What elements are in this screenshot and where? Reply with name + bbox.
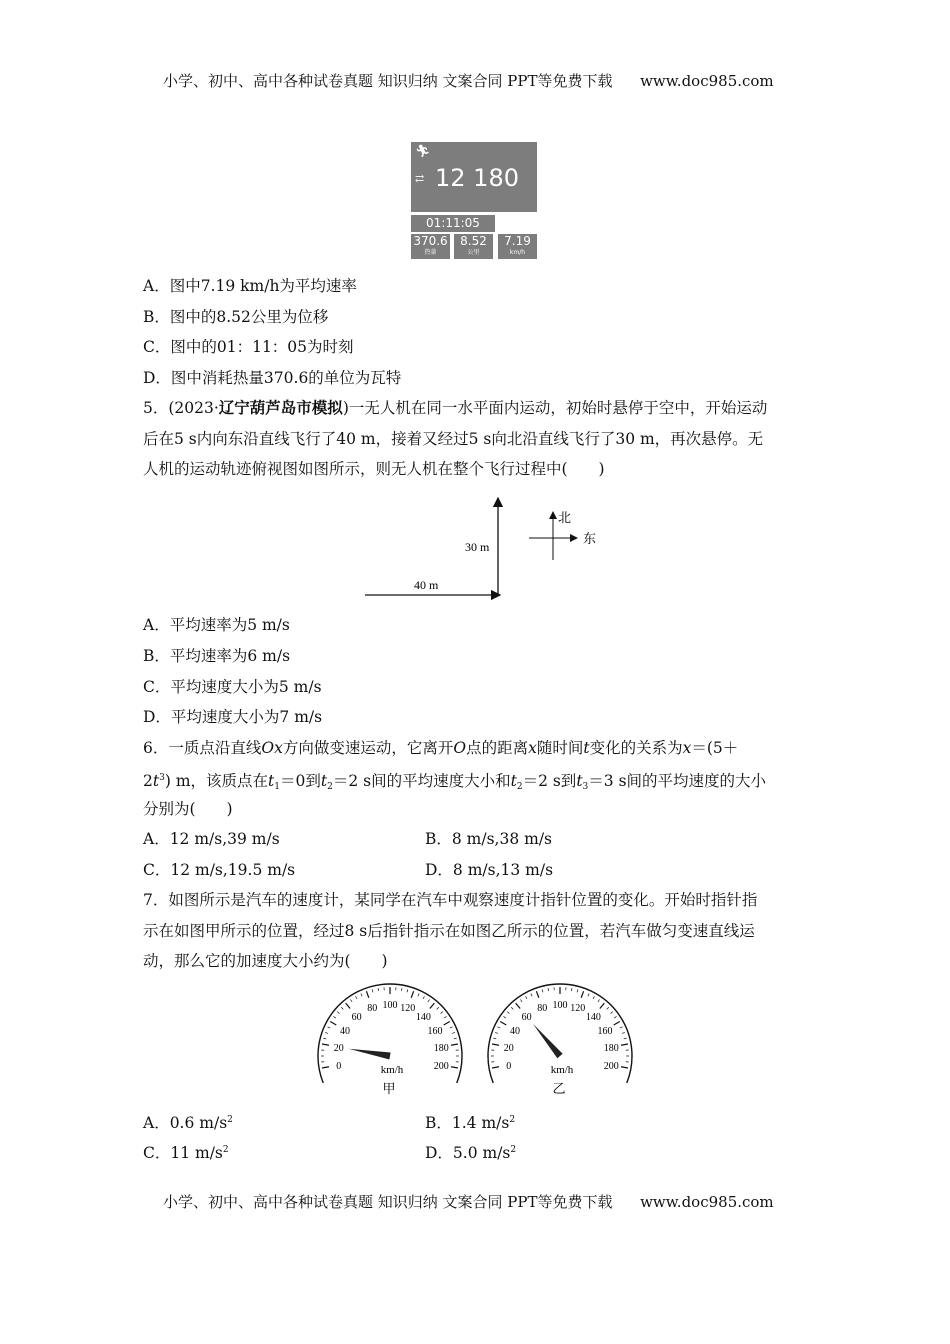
header	[163, 70, 774, 91]
gauge-tick	[492, 1044, 499, 1045]
gauge-tick-label: 200	[603, 1061, 619, 1073]
q5-stem-line1: 5．(2023·辽宁葫芦岛市模拟)一无人机在同一水平面内运动，初始时悬停于空中，开始运动	[143, 398, 768, 417]
step-count: 12 180	[435, 164, 519, 192]
gauge-tick	[428, 999, 430, 1001]
gauge-tick	[577, 989, 578, 992]
gauge-tick-label: 80	[537, 1003, 548, 1015]
q6-stem-line1: 6．一质点沿直线Ox方向做变速运动，它离开O点的距离x随时间t变化的关系为x＝(5＋	[143, 739, 739, 757]
sync-icon: ⇄	[415, 172, 425, 185]
gauge-tick	[450, 1027, 453, 1028]
gauge-tick	[495, 1032, 498, 1033]
q6-option-a: A．12 m/s,39 m/s	[143, 830, 280, 848]
gauge-tick	[500, 1022, 506, 1026]
drone-trajectory-diagram	[355, 490, 615, 600]
q7-option-c: C．11 $m/s^2$	[143, 1144, 229, 1162]
gauge-tick	[493, 1038, 496, 1039]
gauge-tick-label: 40	[339, 1026, 350, 1037]
gauge-tick-label: 160	[427, 1026, 443, 1037]
gauge-tick	[511, 1007, 513, 1009]
gauge-tick	[593, 996, 595, 999]
q6-stem-line3: 分别为( )	[143, 800, 233, 818]
q6-stem-line2: $2t^3$) m，该质点在$t_1=0$到$t_2=2$ s间的平均速度大小和$t_2=2$ s到$t_3=3$ s间的平均速度的大小	[143, 772, 767, 792]
gauge-tick	[492, 1067, 499, 1068]
gauge-b-caption: 乙	[552, 1082, 566, 1097]
running-icon: 🏃︎	[415, 144, 431, 158]
gauge-tick	[407, 989, 408, 992]
gauge-tick	[607, 1007, 609, 1009]
footer-text: 小学、初中、高中各种试卷真题 知识归纳 文案合同 PPT等免费下载	[163, 1193, 613, 1211]
q4-option-a: A．图中7.19 km/h为平均速率	[143, 277, 357, 295]
footer-url[interactable]: www.doc985.com	[640, 1193, 774, 1211]
gauge-tick-label: 120	[400, 1003, 416, 1015]
q5-source: 辽宁葫芦岛市模拟	[218, 398, 343, 417]
gauge-tick	[444, 1022, 450, 1026]
q5-option-b: B．平均速率为6 m/s	[143, 647, 291, 665]
gauge-tick	[526, 996, 528, 999]
q7-stem-line3: 动，那么它的加速度大小约为( )	[143, 952, 388, 970]
gauge-tick-label: 80	[367, 1003, 378, 1015]
q4-option-b: B．图中的8.52公里为位移	[143, 308, 329, 326]
gauge-tick	[611, 1012, 613, 1014]
gauge-tick-label: 0	[336, 1061, 342, 1073]
q7-option-d: D．5.0 $m/s^2$	[425, 1144, 517, 1162]
q5-stem-line3: 人机的运动轨迹俯视图如图所示，则无人机在整个飞行过程中( )	[143, 460, 605, 478]
q4-option-c: C．图中的01：11：05为时刻	[143, 338, 354, 356]
gauge-tick	[497, 1027, 500, 1028]
gauge-tick-label: 60	[351, 1012, 362, 1024]
q6-option-c: C．12 m/s,19.5 m/s	[143, 861, 296, 879]
q7-option-b: B．1.4 $m/s^2$	[425, 1114, 516, 1132]
gauge-tick	[624, 1038, 627, 1039]
gauge-tick-label: 180	[603, 1042, 619, 1054]
speedometer-a	[315, 978, 465, 1098]
gauge-tick	[356, 996, 358, 999]
gauge-tick	[437, 1007, 439, 1009]
gauge-tick	[341, 1007, 343, 1009]
compass-east-label: 东	[583, 532, 597, 547]
gauge-tick-label: 60	[521, 1012, 532, 1024]
header-text: 小学、初中、高中各种试卷真题 知识归纳 文案合同 PPT等免费下载	[163, 72, 613, 90]
q6-option-d: D．8 m/s,13 m/s	[425, 861, 554, 879]
gauge-tick-label: 140	[415, 1012, 431, 1024]
gauge-tick	[622, 1032, 625, 1033]
compass-north-label: 北	[558, 511, 572, 526]
gauge-tick-label: 40	[509, 1026, 520, 1037]
stat-distance: 8.52 公里	[454, 234, 493, 259]
gauge-tick	[361, 993, 362, 996]
gauge-tick	[378, 988, 379, 991]
gauge-tick-label: 20	[333, 1042, 344, 1054]
gauge-tick	[444, 1016, 446, 1018]
gauge-tick	[520, 999, 522, 1001]
gauge-tick	[503, 1016, 505, 1018]
q5-stem-line2: 后在5 s内向东沿直线飞行了40 m，接着又经过5 s向北沿直线飞行了30 m，再次悬停。无	[143, 430, 764, 448]
header-url[interactable]: www.doc985.com	[640, 72, 774, 90]
east-leg-label: 40 m	[414, 578, 439, 592]
gauge-tick	[411, 991, 413, 998]
gauge-tick-label: 20	[503, 1042, 514, 1054]
gauge-tick-label: 100	[552, 1000, 568, 1011]
gauge-tick	[346, 1003, 350, 1008]
gauge-tick	[423, 996, 425, 999]
q5-option-d: D．平均速度大小为7 m/s	[143, 708, 323, 726]
gauge-tick	[571, 988, 572, 991]
gauge-tick	[536, 991, 538, 998]
stat-calories: 370.6 热量	[411, 234, 450, 259]
gauge-tick	[372, 989, 373, 992]
gauge-tick	[581, 991, 583, 998]
gauge-unit: km/h	[380, 1064, 404, 1076]
stat-speed: 7.19 km/h	[498, 234, 537, 259]
gauge-unit: km/h	[550, 1064, 574, 1076]
gauge-tick	[588, 993, 589, 996]
gauge-tick	[418, 993, 419, 996]
gauge-tick	[451, 1044, 458, 1045]
gauge-tick-label: 160	[597, 1026, 613, 1037]
gauge-tick	[327, 1027, 330, 1028]
gauge-tick	[452, 1032, 455, 1033]
gauge-b-needle	[533, 1024, 563, 1058]
gauge-tick	[441, 1012, 443, 1014]
gauge-tick-label: 100	[382, 1000, 398, 1011]
speedometer-b	[485, 978, 635, 1098]
gauge-tick-label: 180	[433, 1042, 449, 1054]
gauge-tick	[337, 1012, 339, 1014]
gauge-tick	[531, 993, 532, 996]
footer	[163, 1191, 774, 1212]
gauge-tick	[598, 999, 600, 1001]
q7-stem-line2: 示在如图甲所示的位置，经过8 s后指针指示在如图乙所示的位置，若汽车做匀变速直线运	[143, 922, 755, 940]
elapsed-time: 01:11:05	[411, 215, 495, 232]
q6-option-b: B．8 m/s,38 m/s	[425, 830, 553, 848]
gauge-tick	[454, 1038, 457, 1039]
gauge-tick	[323, 1038, 326, 1039]
gauge-tick	[542, 989, 543, 992]
q4-option-d: D．图中消耗热量370.6的单位为瓦特	[143, 369, 402, 387]
gauge-tick	[507, 1012, 509, 1014]
gauge-tick	[322, 1044, 329, 1045]
gauge-tick-label: 200	[433, 1061, 449, 1073]
gauge-tick	[516, 1003, 520, 1008]
north-leg-label: 30 m	[465, 540, 490, 554]
gauge-tick	[350, 999, 352, 1001]
gauge-tick	[451, 1067, 458, 1068]
gauge-tick	[600, 1003, 604, 1008]
gauge-tick	[548, 988, 549, 991]
fitness-app-screenshot	[411, 142, 537, 259]
q5-option-a: A．平均速率为5 m/s	[143, 616, 290, 634]
gauge-tick	[330, 1022, 336, 1026]
gauge-tick	[614, 1016, 616, 1018]
gauge-a-caption: 甲	[382, 1082, 396, 1097]
gauge-tick	[614, 1022, 620, 1026]
gauge-tick-label: 140	[585, 1012, 601, 1024]
gauge-tick	[620, 1027, 623, 1028]
gauge-tick-label: 120	[570, 1003, 586, 1015]
gauge-tick	[621, 1067, 628, 1068]
gauge-tick	[401, 988, 402, 991]
steps-panel	[411, 142, 537, 212]
q7-stem-line1: 7．如图所示是汽车的速度计，某同学在汽车中观察速度计指针位置的变化。开始时指针指	[143, 891, 758, 909]
gauge-tick	[430, 1003, 434, 1008]
gauge-tick	[325, 1032, 328, 1033]
q5-option-c: C．平均速度大小为5 m/s	[143, 678, 322, 696]
gauge-tick	[333, 1016, 335, 1018]
gauge-a-needle	[349, 1049, 391, 1060]
gauge-tick	[621, 1044, 628, 1045]
gauge-tick-label: 0	[506, 1061, 512, 1073]
gauge-tick	[322, 1067, 329, 1068]
q7-option-a: A．0.6 $m/s^2$	[143, 1114, 233, 1132]
gauge-tick	[366, 991, 368, 998]
